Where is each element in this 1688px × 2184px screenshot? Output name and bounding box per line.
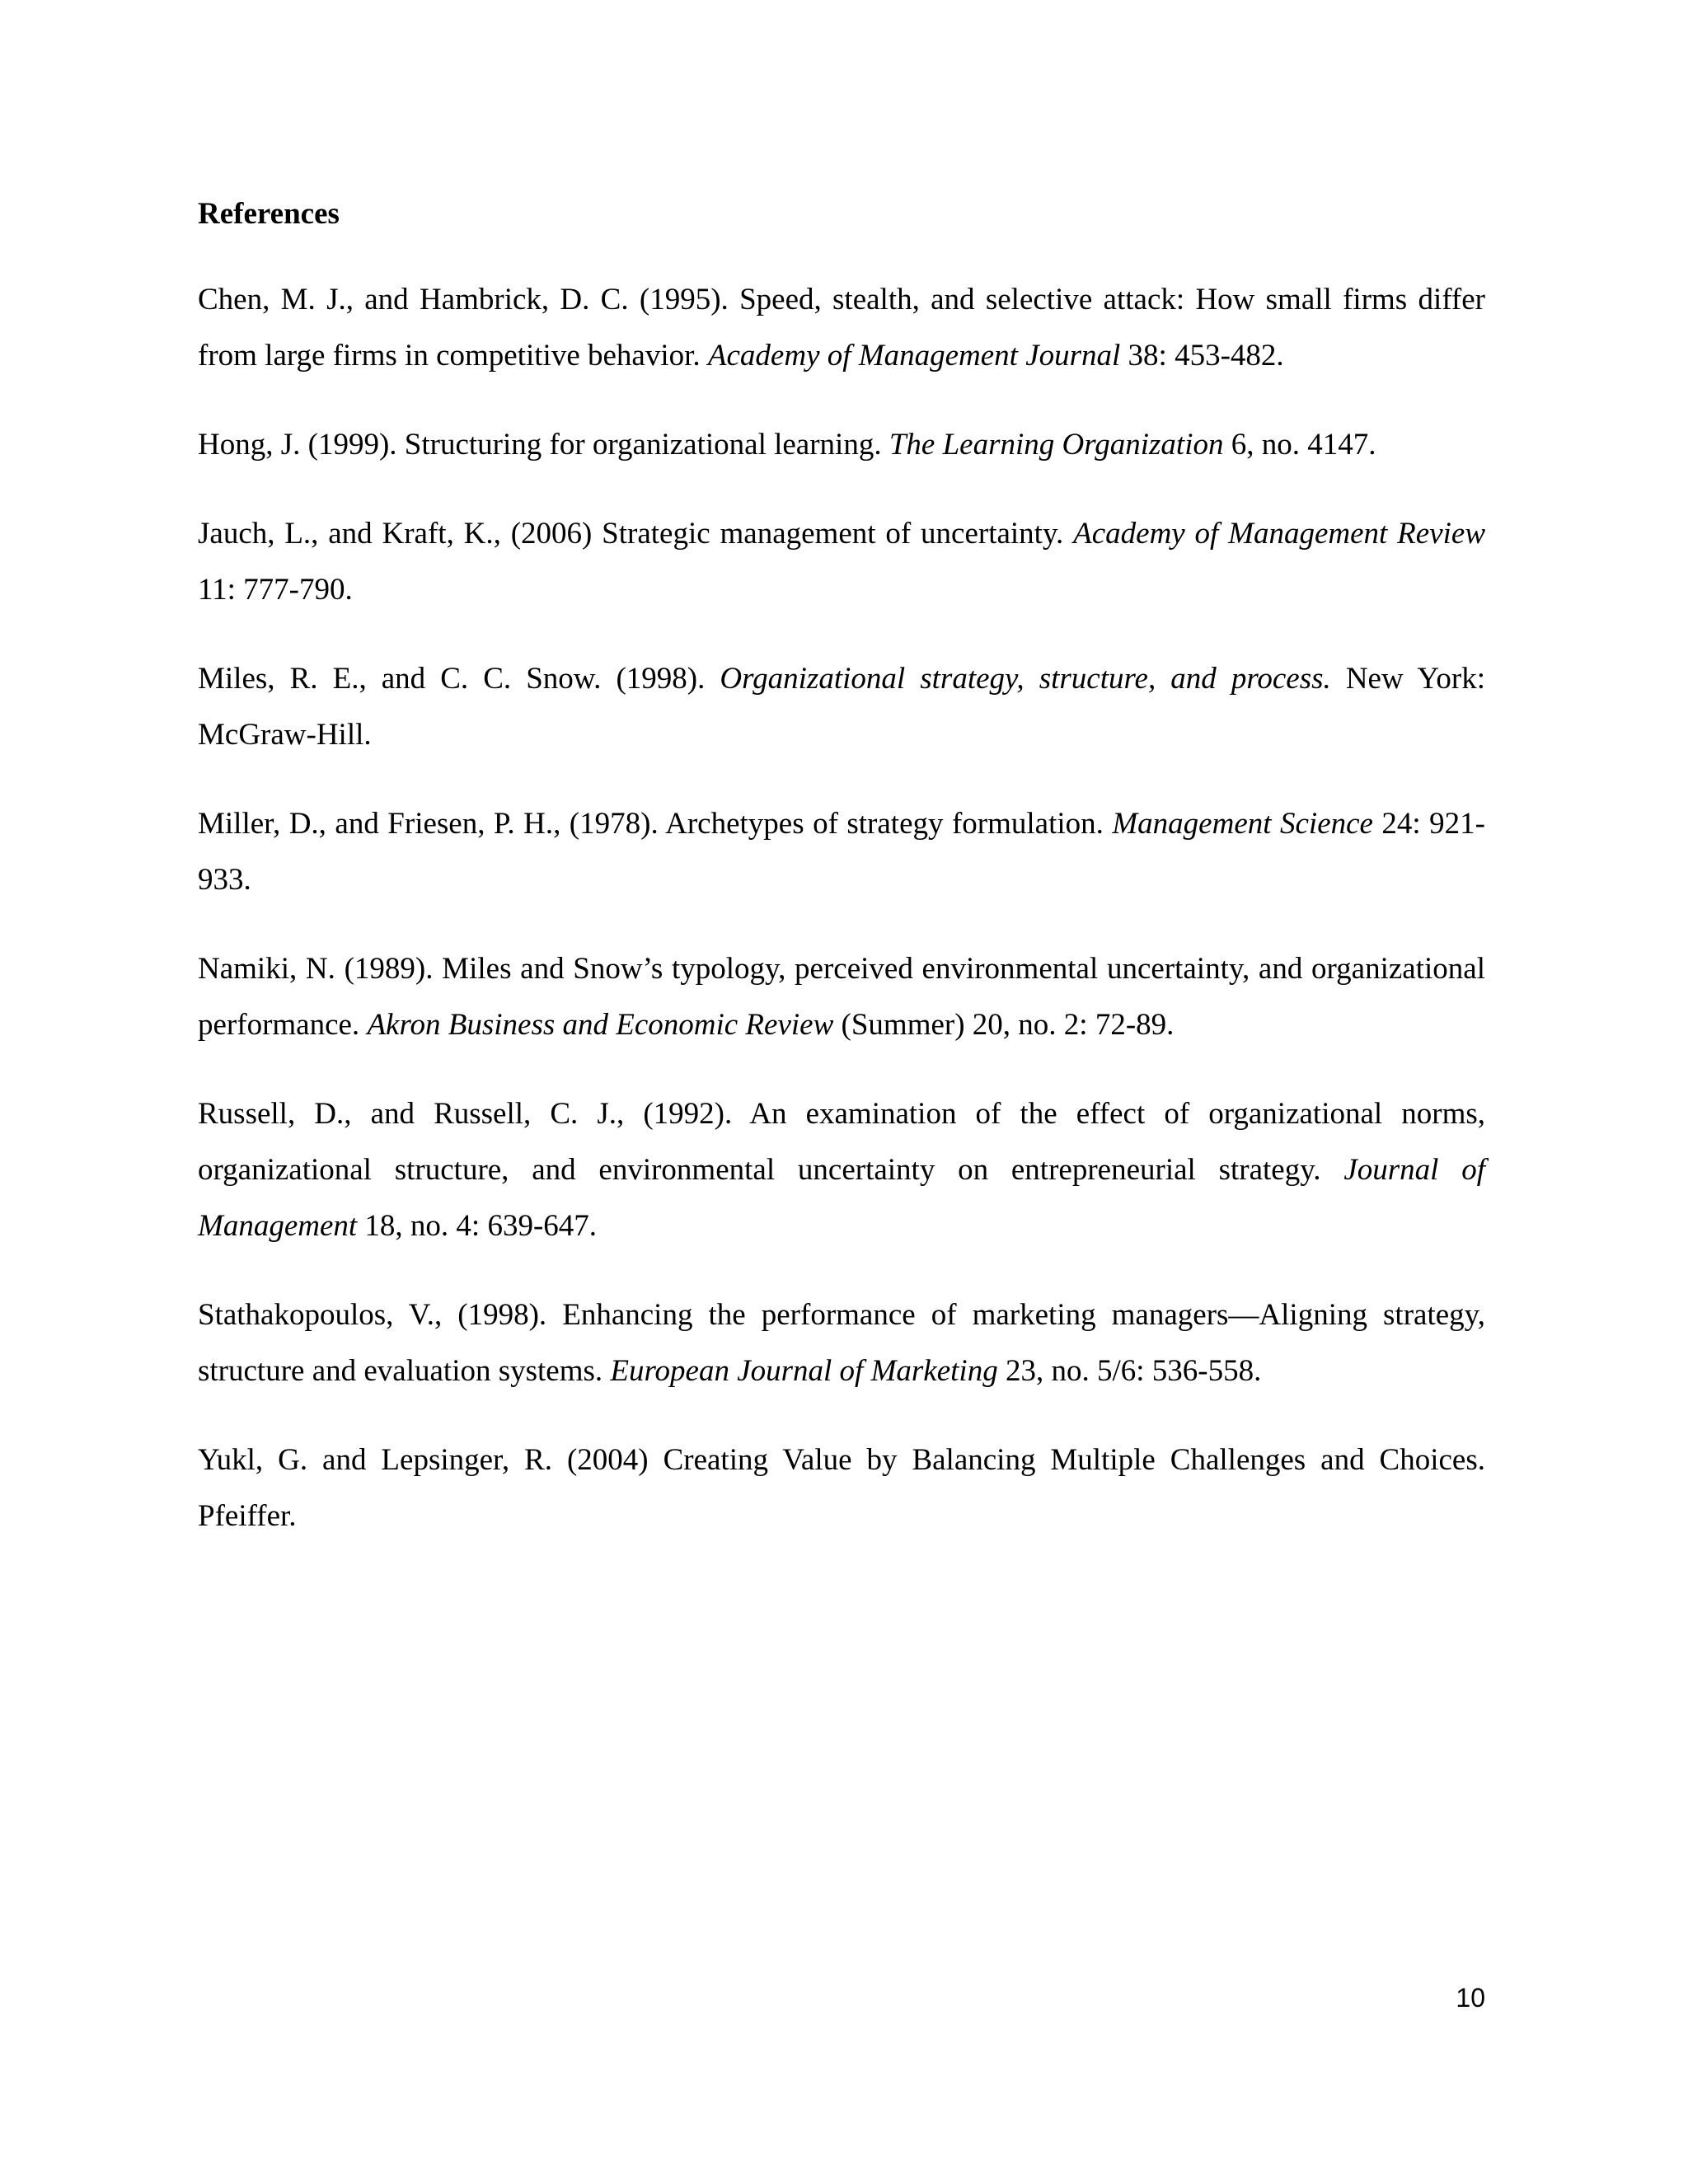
reference-text: Russell, D., and Russell, C. J., (1992). An examination of the effect of organizational norms, organizational structure, and environmental uncertainty on entrepreneurial strategy.	[198, 1097, 1485, 1187]
reference-entry	[198, 1086, 1485, 1254]
reference-entry	[198, 272, 1485, 384]
reference-details: 11: 777-790.	[198, 573, 353, 607]
reference-list	[198, 272, 1485, 1544]
reference-details: 24: 921-933.	[198, 807, 1486, 897]
reference-source: Organizational strategy, structure, and process.	[720, 662, 1331, 696]
reference-text: Miller, D., and Friesen, P. H., (1978). Archetypes of strategy formulation.	[198, 807, 1113, 841]
reference-entry	[198, 417, 1485, 473]
reference-details: (Summer) 20, no. 2: 72-89.	[833, 1008, 1175, 1042]
reference-text: Chen, M. J., and Hambrick, D. C. (1995). Speed, stealth, and selective attack: How small firms differ from large firms in competitive behavior.	[198, 283, 1485, 373]
reference-details: 18, no. 4: 639-647.	[357, 1209, 598, 1243]
reference-source: European Journal of Marketing	[610, 1354, 998, 1388]
reference-source: Akron Business and Economic Review	[367, 1008, 834, 1042]
reference-text: Hong, J. (1999). Structuring for organizational learning.	[198, 428, 889, 462]
reference-text: Yukl, G. and Lepsinger, R. (2004) Creating Value by Balancing Multiple Challenges and Choices. Pfeiffer.	[198, 1443, 1485, 1533]
reference-source: Academy of Management Journal	[707, 339, 1121, 373]
page-content	[198, 191, 1485, 1577]
reference-entry	[198, 796, 1485, 908]
reference-details: New York: McGraw-Hill.	[198, 662, 1485, 752]
reference-source: The Learning Organization	[889, 428, 1224, 462]
reference-text: Jauch, L., and Kraft, K., (2006) Strategic management of uncertainty.	[198, 517, 1074, 551]
reference-text: Namiki, N. (1989). Miles and Snow’s typology, perceived environmental uncertainty, and organizational performance.	[198, 952, 1485, 1042]
references-heading: References	[198, 197, 340, 231]
reference-entry	[198, 941, 1485, 1053]
reference-text: Miles, R. E., and C. C. Snow. (1998).	[198, 662, 720, 696]
reference-entry	[198, 651, 1485, 763]
reference-source: Academy of Management Review	[1073, 517, 1485, 551]
reference-details: 6, no. 4147.	[1223, 428, 1376, 462]
reference-text: Stathakopoulos, V., (1998). Enhancing the performance of marketing managers—Aligning strategy, structure and evaluation systems.	[198, 1298, 1485, 1388]
reference-source: Journal of Management	[198, 1153, 1485, 1243]
reference-entry	[198, 1432, 1485, 1544]
page-number: 10	[1456, 1983, 1485, 2013]
reference-details: 23, no. 5/6: 536-558.	[997, 1354, 1262, 1388]
reference-entry	[198, 1287, 1485, 1399]
reference-details: 38: 453-482.	[1120, 339, 1284, 373]
reference-source: Management Science	[1112, 807, 1373, 841]
reference-entry	[198, 506, 1485, 618]
